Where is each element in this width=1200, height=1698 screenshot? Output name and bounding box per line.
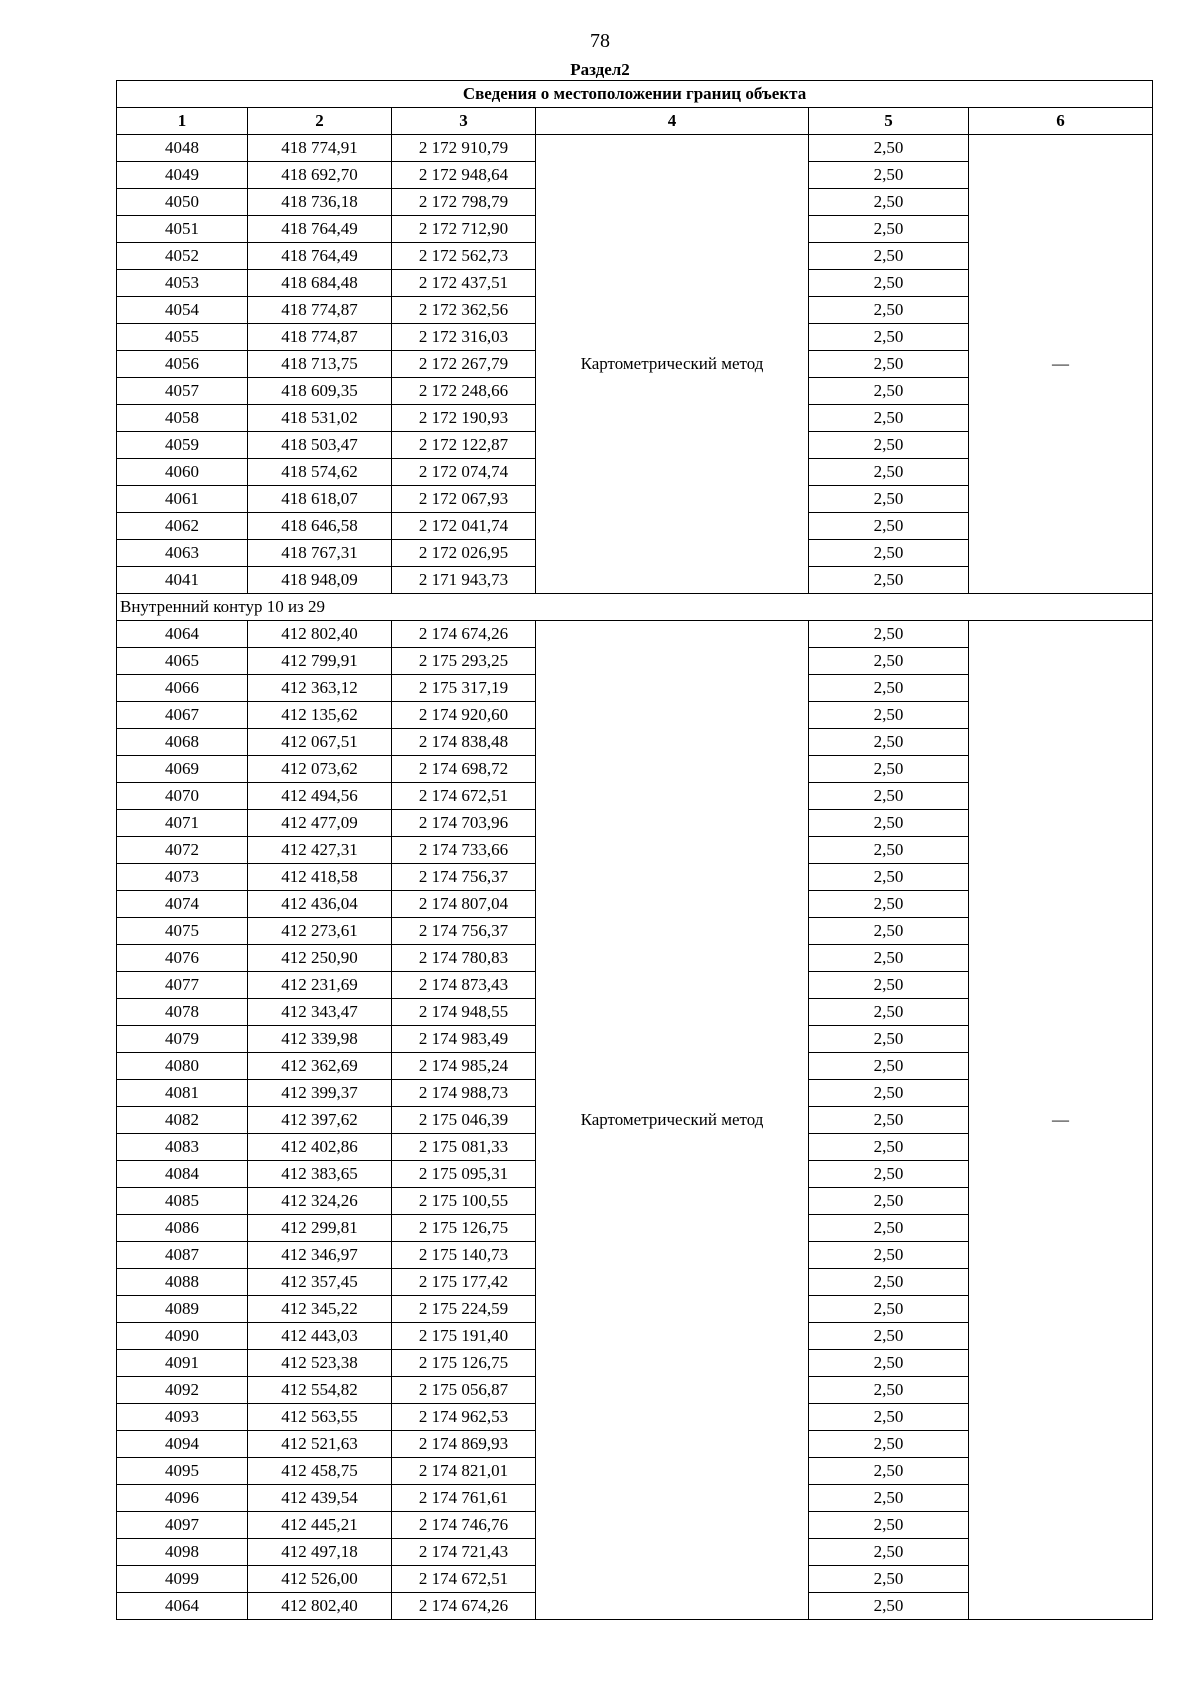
table-title-row xyxy=(117,81,1153,108)
coord-y-cell: 2 172 067,93 xyxy=(392,486,536,513)
point-number-cell: 4087 xyxy=(117,1242,248,1269)
coord-y-cell: 2 174 672,51 xyxy=(392,1566,536,1593)
point-number-cell: 4071 xyxy=(117,810,248,837)
coord-y-cell: 2 174 698,72 xyxy=(392,756,536,783)
point-number-cell: 4095 xyxy=(117,1458,248,1485)
point-number-cell: 4067 xyxy=(117,702,248,729)
coord-y-cell: 2 175 046,39 xyxy=(392,1107,536,1134)
coord-x-cell: 418 531,02 xyxy=(248,405,392,432)
coord-x-cell: 418 713,75 xyxy=(248,351,392,378)
accuracy-cell: 2,50 xyxy=(809,378,969,405)
table-row xyxy=(117,135,1153,162)
accuracy-cell: 2,50 xyxy=(809,702,969,729)
coord-x-cell: 418 609,35 xyxy=(248,378,392,405)
coord-x-cell: 418 774,87 xyxy=(248,297,392,324)
accuracy-cell: 2,50 xyxy=(809,1269,969,1296)
accuracy-cell: 2,50 xyxy=(809,1323,969,1350)
point-number-cell: 4075 xyxy=(117,918,248,945)
coord-x-cell: 418 503,47 xyxy=(248,432,392,459)
coord-x-cell: 412 563,55 xyxy=(248,1404,392,1431)
coord-x-cell: 412 399,37 xyxy=(248,1080,392,1107)
accuracy-cell: 2,50 xyxy=(809,729,969,756)
coord-x-cell: 412 427,31 xyxy=(248,837,392,864)
point-number-cell: 4077 xyxy=(117,972,248,999)
accuracy-cell: 2,50 xyxy=(809,459,969,486)
column-header-3: 3 xyxy=(392,108,536,135)
coord-x-cell: 412 250,90 xyxy=(248,945,392,972)
coord-x-cell: 412 273,61 xyxy=(248,918,392,945)
point-number-cell: 4054 xyxy=(117,297,248,324)
coord-x-cell: 418 767,31 xyxy=(248,540,392,567)
point-number-cell: 4070 xyxy=(117,783,248,810)
coord-y-cell: 2 174 780,83 xyxy=(392,945,536,972)
point-number-cell: 4063 xyxy=(117,540,248,567)
coord-y-cell: 2 174 948,55 xyxy=(392,999,536,1026)
coord-x-cell: 412 443,03 xyxy=(248,1323,392,1350)
point-number-cell: 4099 xyxy=(117,1566,248,1593)
accuracy-cell: 2,50 xyxy=(809,243,969,270)
coord-x-cell: 412 523,38 xyxy=(248,1350,392,1377)
column-header-6: 6 xyxy=(969,108,1153,135)
point-number-cell: 4088 xyxy=(117,1269,248,1296)
coord-x-cell: 418 774,87 xyxy=(248,324,392,351)
accuracy-cell: 2,50 xyxy=(809,1404,969,1431)
coord-x-cell: 412 067,51 xyxy=(248,729,392,756)
point-number-cell: 4090 xyxy=(117,1323,248,1350)
point-number-cell: 4083 xyxy=(117,1134,248,1161)
coord-x-cell: 412 521,63 xyxy=(248,1431,392,1458)
accuracy-cell: 2,50 xyxy=(809,1107,969,1134)
accuracy-cell: 2,50 xyxy=(809,1458,969,1485)
coord-x-cell: 412 445,21 xyxy=(248,1512,392,1539)
coord-y-cell: 2 174 962,53 xyxy=(392,1404,536,1431)
point-number-cell: 4091 xyxy=(117,1350,248,1377)
coord-x-cell: 412 418,58 xyxy=(248,864,392,891)
coord-y-cell: 2 172 122,87 xyxy=(392,432,536,459)
table-row xyxy=(117,621,1153,648)
accuracy-cell: 2,50 xyxy=(809,324,969,351)
coord-y-cell: 2 172 267,79 xyxy=(392,351,536,378)
coord-x-cell: 418 736,18 xyxy=(248,189,392,216)
coord-y-cell: 2 175 293,25 xyxy=(392,648,536,675)
coord-x-cell: 412 526,00 xyxy=(248,1566,392,1593)
coord-x-cell: 412 363,12 xyxy=(248,675,392,702)
point-number-cell: 4092 xyxy=(117,1377,248,1404)
column-header-4: 4 xyxy=(536,108,809,135)
point-number-cell: 4048 xyxy=(117,135,248,162)
coord-x-cell: 412 802,40 xyxy=(248,621,392,648)
accuracy-cell: 2,50 xyxy=(809,1350,969,1377)
coord-y-cell: 2 174 674,26 xyxy=(392,621,536,648)
coord-y-cell: 2 172 190,93 xyxy=(392,405,536,432)
accuracy-cell: 2,50 xyxy=(809,1053,969,1080)
column-header-row xyxy=(117,108,1153,135)
column-header-5: 5 xyxy=(809,108,969,135)
point-number-cell: 4081 xyxy=(117,1080,248,1107)
coord-x-cell: 412 343,47 xyxy=(248,999,392,1026)
point-number-cell: 4089 xyxy=(117,1296,248,1323)
coord-x-cell: 412 402,86 xyxy=(248,1134,392,1161)
coord-y-cell: 2 174 985,24 xyxy=(392,1053,536,1080)
coord-x-cell: 418 764,49 xyxy=(248,243,392,270)
coord-y-cell: 2 172 712,90 xyxy=(392,216,536,243)
coord-y-cell: 2 174 821,01 xyxy=(392,1458,536,1485)
coord-x-cell: 412 554,82 xyxy=(248,1377,392,1404)
coord-x-cell: 412 339,98 xyxy=(248,1026,392,1053)
point-number-cell: 4098 xyxy=(117,1539,248,1566)
point-number-cell: 4096 xyxy=(117,1485,248,1512)
coord-y-cell: 2 174 721,43 xyxy=(392,1539,536,1566)
point-number-cell: 4055 xyxy=(117,324,248,351)
table-title: Сведения о местоположении границ объекта xyxy=(117,81,1153,108)
coord-x-cell: 418 948,09 xyxy=(248,567,392,594)
accuracy-cell: 2,50 xyxy=(809,162,969,189)
point-number-cell: 4049 xyxy=(117,162,248,189)
accuracy-cell: 2,50 xyxy=(809,1566,969,1593)
contour-header-row xyxy=(117,594,1153,621)
coord-x-cell: 412 383,65 xyxy=(248,1161,392,1188)
point-number-cell: 4078 xyxy=(117,999,248,1026)
coord-y-cell: 2 175 177,42 xyxy=(392,1269,536,1296)
coord-y-cell: 2 175 191,40 xyxy=(392,1323,536,1350)
point-number-cell: 4064 xyxy=(117,621,248,648)
point-number-cell: 4062 xyxy=(117,513,248,540)
accuracy-cell: 2,50 xyxy=(809,945,969,972)
accuracy-cell: 2,50 xyxy=(809,351,969,378)
point-number-cell: 4072 xyxy=(117,837,248,864)
accuracy-cell: 2,50 xyxy=(809,810,969,837)
table-body xyxy=(117,81,1153,1620)
accuracy-cell: 2,50 xyxy=(809,1296,969,1323)
point-number-cell: 4080 xyxy=(117,1053,248,1080)
coord-y-cell: 2 175 126,75 xyxy=(392,1350,536,1377)
coord-x-cell: 418 574,62 xyxy=(248,459,392,486)
column-6-cell: — xyxy=(969,135,1153,594)
point-number-cell: 4084 xyxy=(117,1161,248,1188)
method-cell: Картометрический метод xyxy=(536,621,809,1620)
coord-y-cell: 2 175 224,59 xyxy=(392,1296,536,1323)
coord-x-cell: 412 324,26 xyxy=(248,1188,392,1215)
coord-x-cell: 412 436,04 xyxy=(248,891,392,918)
coord-x-cell: 412 477,09 xyxy=(248,810,392,837)
point-number-cell: 4066 xyxy=(117,675,248,702)
accuracy-cell: 2,50 xyxy=(809,1377,969,1404)
accuracy-cell: 2,50 xyxy=(809,270,969,297)
coord-y-cell: 2 175 126,75 xyxy=(392,1215,536,1242)
coord-y-cell: 2 172 910,79 xyxy=(392,135,536,162)
point-number-cell: 4082 xyxy=(117,1107,248,1134)
accuracy-cell: 2,50 xyxy=(809,1485,969,1512)
coord-y-cell: 2 174 983,49 xyxy=(392,1026,536,1053)
coord-x-cell: 412 799,91 xyxy=(248,648,392,675)
section-title: Раздел2 xyxy=(570,60,630,79)
coord-y-cell: 2 174 672,51 xyxy=(392,783,536,810)
accuracy-cell: 2,50 xyxy=(809,540,969,567)
coord-x-cell: 418 774,91 xyxy=(248,135,392,162)
coord-x-cell: 412 494,56 xyxy=(248,783,392,810)
coord-x-cell: 412 439,54 xyxy=(248,1485,392,1512)
coord-x-cell: 412 231,69 xyxy=(248,972,392,999)
accuracy-cell: 2,50 xyxy=(809,675,969,702)
coord-x-cell: 412 458,75 xyxy=(248,1458,392,1485)
coord-x-cell: 412 073,62 xyxy=(248,756,392,783)
coord-x-cell: 412 346,97 xyxy=(248,1242,392,1269)
accuracy-cell: 2,50 xyxy=(809,486,969,513)
coord-y-cell: 2 171 943,73 xyxy=(392,567,536,594)
coord-x-cell: 412 362,69 xyxy=(248,1053,392,1080)
point-number-cell: 4097 xyxy=(117,1512,248,1539)
coord-y-cell: 2 174 703,96 xyxy=(392,810,536,837)
point-number-cell: 4093 xyxy=(117,1404,248,1431)
column-header-2: 2 xyxy=(248,108,392,135)
accuracy-cell: 2,50 xyxy=(809,756,969,783)
coord-y-cell: 2 172 562,73 xyxy=(392,243,536,270)
coord-y-cell: 2 175 056,87 xyxy=(392,1377,536,1404)
accuracy-cell: 2,50 xyxy=(809,1026,969,1053)
boundary-table xyxy=(116,80,1153,1620)
point-number-cell: 4064 xyxy=(117,1593,248,1620)
coord-y-cell: 2 175 081,33 xyxy=(392,1134,536,1161)
coord-y-cell: 2 172 074,74 xyxy=(392,459,536,486)
accuracy-cell: 2,50 xyxy=(809,432,969,459)
accuracy-cell: 2,50 xyxy=(809,999,969,1026)
accuracy-cell: 2,50 xyxy=(809,1431,969,1458)
coord-y-cell: 2 172 437,51 xyxy=(392,270,536,297)
accuracy-cell: 2,50 xyxy=(809,567,969,594)
point-number-cell: 4058 xyxy=(117,405,248,432)
accuracy-cell: 2,50 xyxy=(809,1539,969,1566)
point-number-cell: 4061 xyxy=(117,486,248,513)
coord-y-cell: 2 172 248,66 xyxy=(392,378,536,405)
accuracy-cell: 2,50 xyxy=(809,621,969,648)
coord-x-cell: 418 618,07 xyxy=(248,486,392,513)
column-6-cell: — xyxy=(969,621,1153,1620)
accuracy-cell: 2,50 xyxy=(809,513,969,540)
point-number-cell: 4060 xyxy=(117,459,248,486)
coord-y-cell: 2 174 920,60 xyxy=(392,702,536,729)
coord-y-cell: 2 174 674,26 xyxy=(392,1593,536,1620)
accuracy-cell: 2,50 xyxy=(809,783,969,810)
coord-x-cell: 412 135,62 xyxy=(248,702,392,729)
coord-y-cell: 2 174 746,76 xyxy=(392,1512,536,1539)
point-number-cell: 4079 xyxy=(117,1026,248,1053)
point-number-cell: 4050 xyxy=(117,189,248,216)
accuracy-cell: 2,50 xyxy=(809,864,969,891)
coord-y-cell: 2 175 095,31 xyxy=(392,1161,536,1188)
coord-y-cell: 2 174 761,61 xyxy=(392,1485,536,1512)
accuracy-cell: 2,50 xyxy=(809,297,969,324)
accuracy-cell: 2,50 xyxy=(809,1512,969,1539)
coord-y-cell: 2 175 100,55 xyxy=(392,1188,536,1215)
accuracy-cell: 2,50 xyxy=(809,189,969,216)
point-number-cell: 4065 xyxy=(117,648,248,675)
method-cell: Картометрический метод xyxy=(536,135,809,594)
coord-x-cell: 418 684,48 xyxy=(248,270,392,297)
accuracy-cell: 2,50 xyxy=(809,918,969,945)
point-number-cell: 4074 xyxy=(117,891,248,918)
accuracy-cell: 2,50 xyxy=(809,1593,969,1620)
accuracy-cell: 2,50 xyxy=(809,1134,969,1161)
point-number-cell: 4073 xyxy=(117,864,248,891)
coord-y-cell: 2 172 362,56 xyxy=(392,297,536,324)
point-number-cell: 4041 xyxy=(117,567,248,594)
coord-y-cell: 2 174 756,37 xyxy=(392,864,536,891)
coord-y-cell: 2 172 041,74 xyxy=(392,513,536,540)
accuracy-cell: 2,50 xyxy=(809,837,969,864)
accuracy-cell: 2,50 xyxy=(809,405,969,432)
coord-x-cell: 412 397,62 xyxy=(248,1107,392,1134)
contour-label: Внутренний контур 10 из 29 xyxy=(117,594,1153,621)
accuracy-cell: 2,50 xyxy=(809,972,969,999)
coord-y-cell: 2 172 798,79 xyxy=(392,189,536,216)
coord-y-cell: 2 172 948,64 xyxy=(392,162,536,189)
coord-x-cell: 412 497,18 xyxy=(248,1539,392,1566)
coord-y-cell: 2 175 140,73 xyxy=(392,1242,536,1269)
point-number-cell: 4052 xyxy=(117,243,248,270)
coord-y-cell: 2 174 873,43 xyxy=(392,972,536,999)
coord-y-cell: 2 174 756,37 xyxy=(392,918,536,945)
accuracy-cell: 2,50 xyxy=(809,648,969,675)
point-number-cell: 4094 xyxy=(117,1431,248,1458)
coord-x-cell: 412 345,22 xyxy=(248,1296,392,1323)
coord-x-cell: 418 764,49 xyxy=(248,216,392,243)
coord-x-cell: 418 646,58 xyxy=(248,513,392,540)
point-number-cell: 4068 xyxy=(117,729,248,756)
accuracy-cell: 2,50 xyxy=(809,1242,969,1269)
coord-x-cell: 412 299,81 xyxy=(248,1215,392,1242)
point-number-cell: 4056 xyxy=(117,351,248,378)
point-number-cell: 4085 xyxy=(117,1188,248,1215)
coord-y-cell: 2 172 026,95 xyxy=(392,540,536,567)
accuracy-cell: 2,50 xyxy=(809,1080,969,1107)
column-header-1: 1 xyxy=(117,108,248,135)
accuracy-cell: 2,50 xyxy=(809,1161,969,1188)
coord-y-cell: 2 172 316,03 xyxy=(392,324,536,351)
point-number-cell: 4059 xyxy=(117,432,248,459)
accuracy-cell: 2,50 xyxy=(809,135,969,162)
coord-y-cell: 2 174 733,66 xyxy=(392,837,536,864)
page-number: 78 xyxy=(590,30,610,52)
coord-y-cell: 2 174 869,93 xyxy=(392,1431,536,1458)
coord-x-cell: 418 692,70 xyxy=(248,162,392,189)
accuracy-cell: 2,50 xyxy=(809,1188,969,1215)
point-number-cell: 4086 xyxy=(117,1215,248,1242)
coord-x-cell: 412 802,40 xyxy=(248,1593,392,1620)
coord-y-cell: 2 174 807,04 xyxy=(392,891,536,918)
coord-y-cell: 2 174 838,48 xyxy=(392,729,536,756)
point-number-cell: 4076 xyxy=(117,945,248,972)
coord-x-cell: 412 357,45 xyxy=(248,1269,392,1296)
coord-y-cell: 2 175 317,19 xyxy=(392,675,536,702)
accuracy-cell: 2,50 xyxy=(809,216,969,243)
point-number-cell: 4069 xyxy=(117,756,248,783)
point-number-cell: 4057 xyxy=(117,378,248,405)
accuracy-cell: 2,50 xyxy=(809,891,969,918)
accuracy-cell: 2,50 xyxy=(809,1215,969,1242)
coord-y-cell: 2 174 988,73 xyxy=(392,1080,536,1107)
point-number-cell: 4053 xyxy=(117,270,248,297)
point-number-cell: 4051 xyxy=(117,216,248,243)
